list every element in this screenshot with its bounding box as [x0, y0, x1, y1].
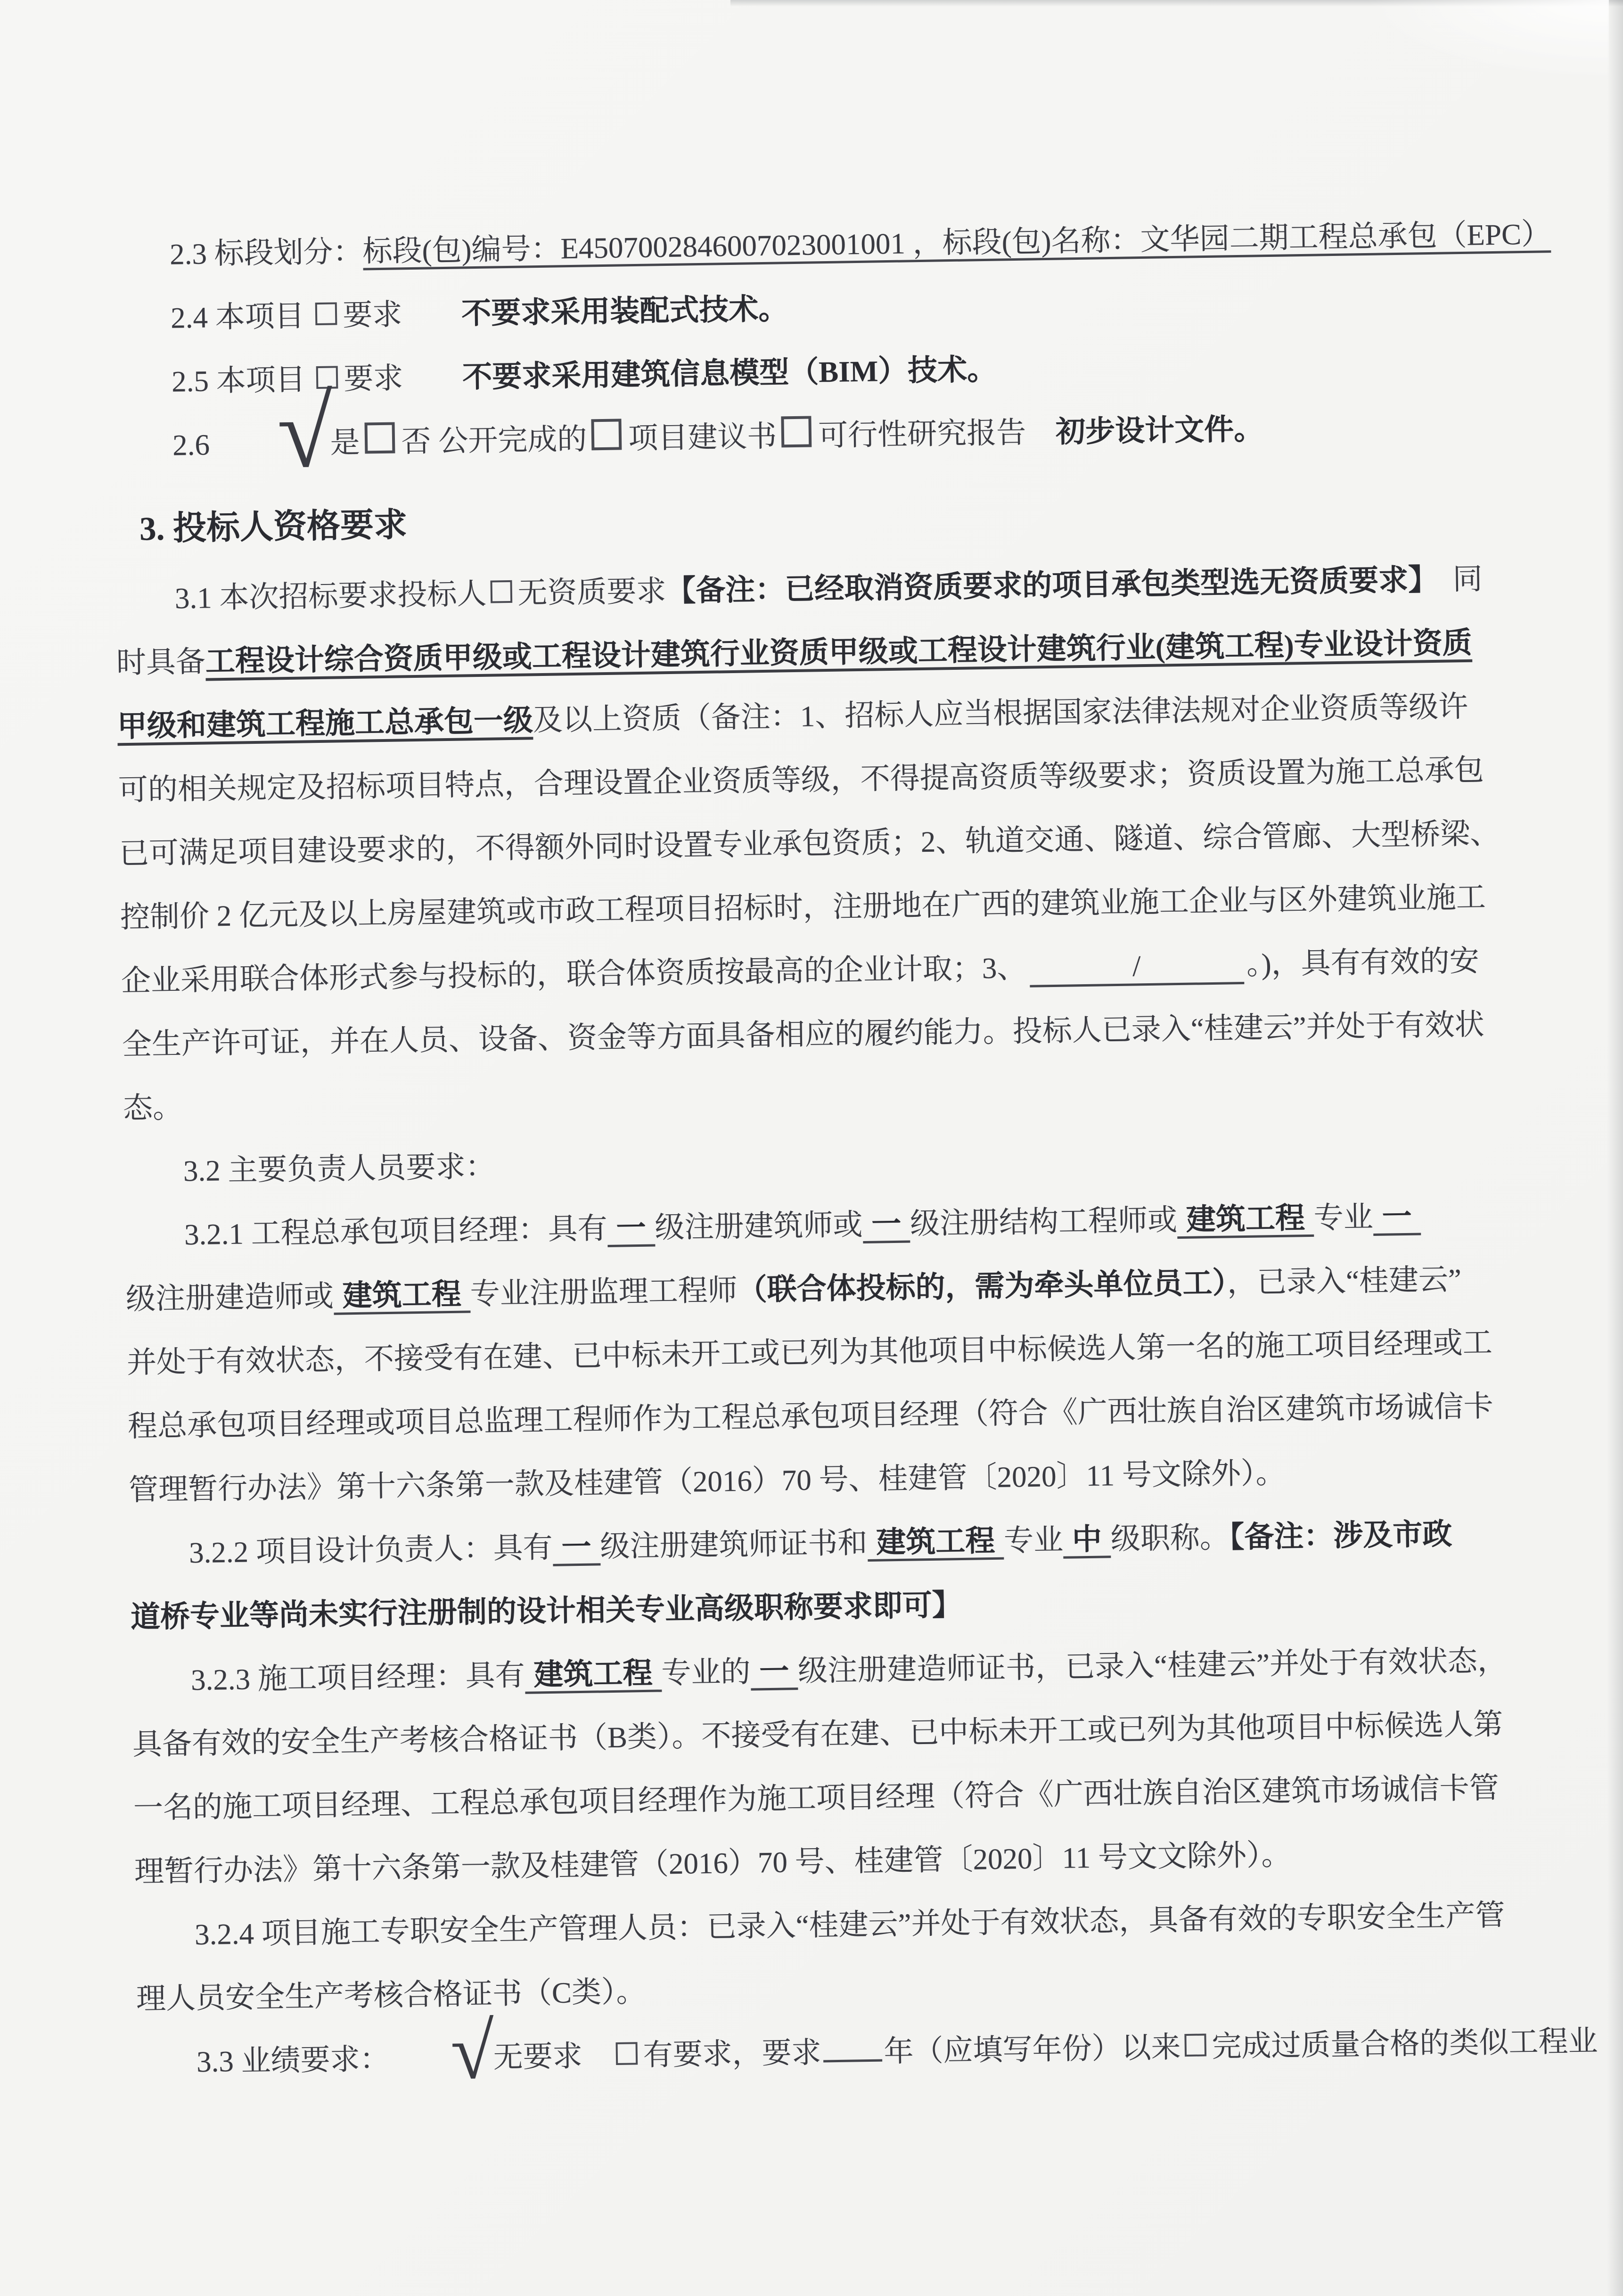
feasibility-report-label: 可行性研究报告: [818, 416, 1026, 453]
text-run: 具备有效的安全生产考核合格证书（B类）。不接受有在建、已中标未开工或已列为其他项目中标候选人第: [132, 1707, 1503, 1761]
text-run: 程总承包项目经理或项目总监理工程师作为工程总承包项目经理（符合《广西壮族自治区建筑市场诚信卡: [127, 1390, 1494, 1443]
remark-note: 道桥专业等尚未实行注册制的设计相关专业高级职称要求即可】: [130, 1588, 962, 1634]
document-content: [110, 203, 1598, 2096]
text-run: 。)，具有有效的安: [1246, 944, 1480, 981]
clause-3-2-1-label: 3.2.1 工程总承包项目经理：具有: [184, 1212, 608, 1251]
fill-in-major-1: 建筑工程: [1177, 1201, 1314, 1239]
remark-note: 【备注：涉及市政: [1229, 1517, 1452, 1554]
has-requirement-label: 有要求，要求: [643, 2036, 822, 2072]
fill-in-blank-slash: /: [1029, 947, 1244, 988]
checkbox-has-requirement: [615, 2042, 638, 2065]
preliminary-design-label: 初步设计文件。: [1025, 412, 1264, 449]
checkbox-require-prefab: [315, 302, 337, 325]
text-run: 完成过质量合格的类似工程业: [1211, 2024, 1598, 2064]
checkbox-feasibility-report: [781, 416, 812, 447]
text-run: 级注册建造师或: [125, 1279, 334, 1316]
text-run: 专业的: [661, 1655, 751, 1690]
prefab-not-required-text: 不要求采用装配式技术。: [461, 292, 788, 330]
clause-2-5-label: 2.5 本项目: [171, 363, 313, 398]
clause-3-1-label: 3.1 本次招标要求投标人: [174, 577, 487, 615]
text-run: 态。: [123, 1091, 183, 1125]
design-qualification-requirement: 工程设计综合资质甲级或工程设计建筑行业资质甲级或工程设计建筑行业(建筑工程)专业设计资质: [205, 626, 1472, 681]
text-run: 级职称。: [1110, 1521, 1230, 1556]
text-run: 已可满足项目建设要求的，不得额外同时设置专业承包资质；2、轨道交通、隧道、综合管廊、大型桥梁、: [119, 816, 1500, 871]
text-run: 年（应填写年份）以来: [884, 2031, 1181, 2068]
fill-in-grade-1: 一: [607, 1211, 655, 1247]
text-run: 企业采用联合体形式参与投标的，联合体资质按最高的企业计取；3、: [121, 951, 1027, 998]
text-run: 专业注册监理工程师: [470, 1273, 738, 1311]
text-run: 管理暂行办法》第十六条第一款及桂建管（2016）70 号、桂建管〔2020〕11 号文除外）。: [128, 1456, 1286, 1507]
clause-3-2-3-label: 3.2.3 施工项目经理：具有: [190, 1658, 525, 1697]
text-run: 级注册建筑师证书和: [599, 1526, 868, 1564]
fill-in-grade-3: 一: [1373, 1200, 1421, 1235]
year-blank: [823, 2024, 882, 2063]
require-option-label: 要求: [343, 361, 463, 396]
text-run: 级注册建筑师或: [654, 1208, 863, 1244]
yes-option-label: 是: [330, 426, 361, 460]
consortium-note: （联合体投标的，需为牵头单位员工）: [737, 1266, 1228, 1307]
text-run: 级注册建造师证书，已录入“桂建云”并处于有效状态，: [797, 1644, 1508, 1688]
construction-qualification-requirement: 甲级和建筑工程施工总承包一级: [117, 704, 533, 746]
text-run: 理暂行办法》第十六条第一款及桂建管（2016）70 号、桂建管〔2020〕11 号文文除外）。: [134, 1838, 1291, 1889]
project-proposal-label: 项目建议书: [628, 420, 777, 455]
fill-in-grade-2: 一: [862, 1208, 910, 1243]
text-run: 时具备: [116, 645, 206, 680]
bim-not-required-text: 不要求采用建筑信息模型（BIM）技术。: [462, 353, 997, 394]
checkbox-completed-similar: [1184, 2033, 1206, 2057]
require-option-label: 要求: [342, 297, 462, 332]
no-option-label: 否 公开完成的: [401, 422, 587, 459]
clause-2-3-label: 2.3 标段划分：: [169, 235, 363, 271]
checkbox-no-qualification: [490, 580, 512, 603]
no-qualification-label: 无资质要求: [517, 575, 666, 610]
text-run: 可的相关规定及招标项目特点，合理设置企业资质等级，不得提高资质等级要求；资质设置为施工总承包: [118, 753, 1484, 807]
section-3-heading-text: 3. 投标人资格要求: [139, 507, 408, 548]
text-run: 控制价 2 亿元及以上房屋建筑或市政工程项目招标时，注册地在广西的建筑业施工企业与区外建筑业施工: [120, 881, 1486, 934]
text-run: 理人员安全生产考核合格证书（C类）。: [136, 1975, 646, 2016]
fill-in-major-3: 建筑工程: [867, 1524, 1004, 1562]
clause-2-4-label: 2.4 本项目: [170, 299, 312, 335]
remark-note: 【备注：已经取消资质要求的项目承包类型选无资质要求】: [665, 563, 1424, 608]
check-mark-no-requirement: √: [450, 2007, 495, 2096]
clause-3-2-2-label: 3.2.2 项目设计负责人：具有: [189, 1531, 553, 1570]
checkbox-no: [364, 422, 395, 454]
scan-corner-light: [1364, 0, 1609, 80]
text-run: ，已录入“桂建云”: [1227, 1263, 1462, 1300]
text-run: 级注册结构工程师或: [910, 1203, 1178, 1241]
text-run: 及以上资质（备注：1、招标人应当根据国家法律法规对企业资质等级许: [533, 690, 1468, 737]
text-run: 专业: [1313, 1200, 1374, 1234]
clause-3-3-label: 3.3 业绩要求：: [196, 2042, 390, 2079]
fill-in-grade-4: 一: [552, 1530, 600, 1566]
clause-3-2-label: 3.2 主要负责人员要求：: [183, 1150, 495, 1188]
checkbox-project-proposal: [591, 419, 622, 450]
text-run: 同: [1423, 562, 1483, 597]
clause-2-6-label: 2.6: [172, 428, 218, 462]
bid-section-info: 标段(包)编号：E4507002846007023001001 ，标段(包)名称：文华园二期工程总承包（EPC）: [362, 217, 1551, 270]
check-mark-yes: √: [276, 375, 334, 489]
text-run: 并处于有效状态，不接受有在建、已中标未开工或已列为其他项目中标候选人第一名的施工项目经理或工: [126, 1326, 1493, 1380]
text-run: 全生产许可证，并在人员、设备、资金等方面具备相应的履约能力。投标人已录入“桂建云”并处于有效状: [122, 1008, 1485, 1062]
fill-in-title-grade: 中: [1063, 1522, 1111, 1558]
fill-in-major-2: 建筑工程: [333, 1277, 470, 1315]
text-run: 专业: [1003, 1523, 1064, 1557]
clause-3-2-4-label: 3.2.4 项目施工专职安全生产管理人员：已录入“桂建云”并处于有效状态，具备有效的专职安全生产管: [194, 1898, 1505, 1951]
fill-in-major-4: 建筑工程: [525, 1656, 662, 1694]
fill-in-grade-5: 一: [750, 1654, 798, 1690]
no-requirement-label: 无要求: [493, 2039, 613, 2074]
text-run: 一名的施工项目经理、工程总承包项目经理作为施工项目经理（符合《广西壮族自治区建筑市场诚信卡管: [133, 1771, 1500, 1825]
